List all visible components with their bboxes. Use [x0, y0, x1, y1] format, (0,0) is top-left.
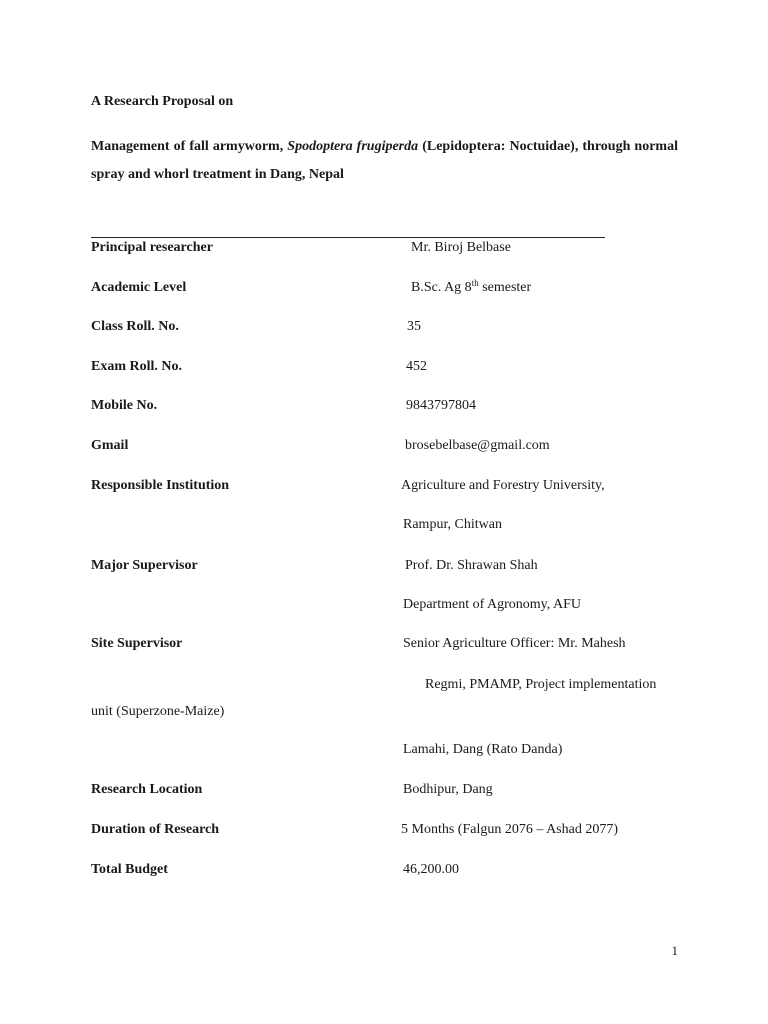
value-major-supervisor-line-1: Prof. Dr. Shrawan Shah: [405, 558, 538, 573]
proposal-title: [91, 133, 678, 189]
label-gmail: Gmail: [91, 438, 129, 453]
value-mobile: 9843797804: [406, 398, 476, 413]
title-part-2: (Lepidoptera: Noctuidae), through normal spray and whorl treatment in Dang, Nepal: [91, 139, 678, 182]
species-name: Spodoptera frugiperda: [287, 139, 419, 154]
title-part-1: Management of fall armyworm,: [91, 139, 288, 154]
document-heading: A Research Proposal on: [91, 94, 234, 109]
label-exam-roll: Exam Roll. No.: [91, 359, 182, 374]
academic-level-sup: th: [471, 278, 479, 288]
value-research-location: Bodhipur, Dang: [403, 782, 493, 797]
academic-level-prefix: B.Sc. Ag 8: [411, 280, 472, 295]
value-duration: 5 Months (Falgun 2076 – Ashad 2077): [401, 822, 618, 837]
label-total-budget: Total Budget: [91, 862, 168, 877]
value-site-supervisor-line-2: Regmi, PMAMP, Project implementation: [425, 677, 657, 692]
value-major-supervisor-line-2: Department of Agronomy, AFU: [403, 597, 581, 612]
value-institution-line-1: Agriculture and Forestry University,: [401, 478, 605, 493]
label-mobile: Mobile No.: [91, 398, 158, 413]
label-research-location: Research Location: [91, 782, 203, 797]
academic-level-suffix: semester: [478, 280, 532, 295]
value-exam-roll: 452: [406, 359, 427, 374]
value-class-roll: 35: [407, 319, 421, 334]
label-institution: Responsible Institution: [91, 478, 230, 493]
label-principal-researcher: Principal researcher: [91, 240, 213, 255]
value-total-budget: 46,200.00: [403, 862, 459, 877]
page-number: 1: [671, 943, 678, 958]
label-class-roll: Class Roll. No.: [91, 319, 179, 334]
value-site-supervisor-line-1: Senior Agriculture Officer: Mr. Mahesh: [403, 636, 626, 651]
value-site-supervisor-line-4: Lamahi, Dang (Rato Danda): [403, 742, 563, 757]
value-gmail: brosebelbase@gmail.com: [405, 438, 550, 453]
label-duration: Duration of Research: [91, 822, 220, 837]
horizontal-rule: [91, 237, 605, 238]
label-major-supervisor: Major Supervisor: [91, 558, 198, 573]
label-site-supervisor: Site Supervisor: [91, 636, 183, 651]
label-academic-level: Academic Level: [91, 280, 187, 295]
value-academic-level: [411, 280, 531, 296]
value-institution-line-2: Rampur, Chitwan: [403, 517, 502, 532]
value-site-supervisor-line-3: unit (Superzone-Maize): [91, 704, 225, 719]
value-principal-researcher: Mr. Biroj Belbase: [411, 240, 511, 255]
